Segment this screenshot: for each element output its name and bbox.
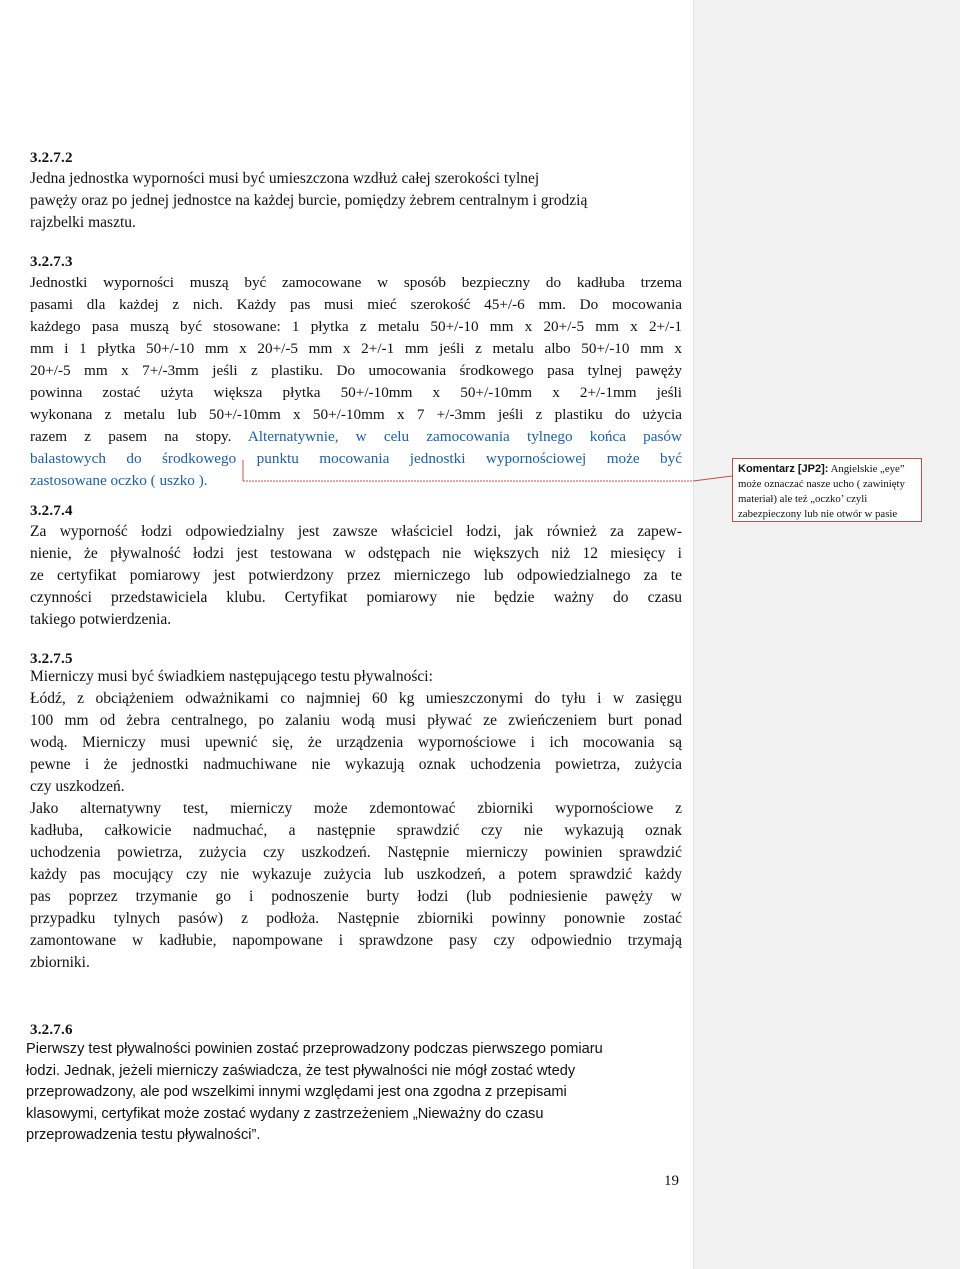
text-line: przeprowadzony, ale pod wszelkimi innymi względami jest ona zgodna z przepisami bbox=[26, 1084, 567, 1100]
text-line: Jako alternatywny test, mierniczy może zdemontować zbiorniki wypornościowe z bbox=[30, 800, 682, 817]
text-line: łodzi. Jednak, jeżeli mierniczy zaświadcza, że test pływalności nie mógł zostać wtedy bbox=[26, 1062, 576, 1079]
text-line: mm i 1 płytka 50+/-10 mm x 20+/-5 mm x 2+/-1 mm jeśli z metalu albo 50+/-10 mm x bbox=[30, 340, 682, 357]
comment-balloon[interactable] bbox=[732, 458, 922, 522]
text-line: wykonana z metalu lub 50+/-10mm x 50+/-10mm x 7 +/-3mm jeśli z plastiku do użycia bbox=[30, 406, 682, 423]
text-line: Jednostki wyporności muszą być zamocowane w sposób bezpieczny do kadłuba trzema bbox=[30, 274, 682, 291]
section-3-2-7-6-text bbox=[26, 1039, 686, 1147]
text-line: przypadku tylnych pasów) z podłoża. Następnie zbiorniki powinny ponownie zostać bbox=[30, 910, 682, 927]
text-line: pas poprzez trzymanie go i podnoszenie burty łodzi (lub podniesienie pawęży w bbox=[30, 888, 682, 905]
text-line: czynności przedstawiciela klubu. Certyfikat pomiarowy nie będzie ważny do czasu bbox=[30, 589, 682, 606]
text-line: pasami dla każdej z nich. Każdy pas musi mieć szerokość 45+/-6 mm. Do mocowania bbox=[30, 296, 682, 313]
text-line: ze certyfikat pomiarowy jest potwierdzony przez mierniczego lub odpowiedzialnego za te bbox=[30, 567, 682, 584]
text-line: takiego potwierdzenia. bbox=[30, 611, 172, 628]
section-number-3-2-7-2: 3.2.7.2 bbox=[30, 150, 73, 166]
text-line: pewne i że jednostki nadmuchiwane nie wykazują oznak uchodzenia powietrza, zużycia bbox=[30, 756, 682, 773]
text-line: 100 mm od żebra centralnego, po zalaniu wodą musi pływać ze zwieńczeniem burt ponad bbox=[30, 712, 682, 729]
text-line: wodą. Mierniczy musi upewnić się, że urządzenia wypornościowe i ich mocowania są bbox=[30, 734, 682, 751]
section-number-3-2-7-6: 3.2.7.6 bbox=[30, 1022, 73, 1038]
highlighted-text-line: balastowych do środkowego punktu mocowania jednostki wypornościowej może być bbox=[30, 450, 682, 467]
text-line: nienie, że pływalność łodzi jest testowana w odstępach nie większych niż 12 miesięcy i bbox=[30, 545, 682, 562]
text-fragment: razem z pasem na stopy. bbox=[30, 428, 232, 445]
text-line: przeprowadzenia testu pływalności”. bbox=[26, 1127, 261, 1143]
section-3-2-7-4-text bbox=[30, 521, 682, 631]
section-number-3-2-7-4: 3.2.7.4 bbox=[30, 503, 73, 519]
commented-text-line[interactable]: zastosowane oczko ( uszko ). bbox=[30, 472, 208, 489]
page-number: 19 bbox=[664, 1173, 679, 1189]
text-line: Za wyporność łodzi odpowiedzialny jest zawsze właściciel łodzi, jak również za zapew- bbox=[30, 523, 682, 540]
highlighted-text: Alternatywnie, w celu zamocowania tylnego końca pasów bbox=[247, 428, 682, 445]
text-line: uchodzenia powietrza, zużycia czy uszkodzeń. Następnie mierniczy powinien sprawdzić bbox=[30, 844, 682, 861]
text-line: Jedna jednostka wyporności musi być umieszczona wzdłuż całej szerokości tylnej bbox=[30, 170, 540, 187]
text-line: powinna zostać użyta większa płytka 50+/-10mm x 50+/-10mm x 2+/-1mm jeśli bbox=[30, 384, 682, 401]
text-line: Łódź, z obciążeniem odważnikami co najmniej 60 kg umieszczonymi do tyłu i w zasięgu bbox=[30, 690, 682, 707]
comment-author: Komentarz [JP2]: bbox=[738, 463, 829, 475]
section-number-3-2-7-3: 3.2.7.3 bbox=[30, 254, 73, 270]
section-3-2-7-5-text bbox=[30, 666, 682, 974]
text-line: czy uszkodzeń. bbox=[30, 778, 125, 795]
text-line: zbiorniki. bbox=[30, 954, 90, 971]
text-line: zamontowane w kadłubie, napompowane i sprawdzone pasy czy odpowiednio trzymają bbox=[30, 932, 682, 949]
section-number-3-2-7-5: 3.2.7.5 bbox=[30, 651, 73, 667]
comment-text: Angielskie „eye” może oznaczać nasze ucho ( zawinięty materiał) ale też „oczko’ czyli zabezpieczony lub nie otwór w pasie bbox=[738, 463, 905, 520]
text-line: kadłuba, całkowicie nadmuchać, a następnie sprawdzić czy nie wykazują oznak bbox=[30, 822, 682, 839]
text-line: 20+/-5 mm x 7+/-3mm jeśli z plastiku. Do umocowania środkowego pasa tylnej pawęży bbox=[30, 362, 682, 379]
text-line: pawęży oraz po jednej jednostce na każdej burcie, pomiędzy żebrem centralnym i grodzią bbox=[30, 192, 588, 209]
text-line: każdego pasa muszą być stosowane: 1 płytka z metalu 50+/-10 mm x 20+/-5 mm x 2+/-1 bbox=[30, 318, 682, 335]
text-line: Pierwszy test pływalności powinien zostać przeprowadzony podczas pierwszego pomiaru bbox=[26, 1041, 603, 1057]
text-line: każdy pas mocujący czy nie wykazuje zużycia lub uszkodzeń, a potem sprawdzić każdy bbox=[30, 866, 682, 883]
text-line: Mierniczy musi być świadkiem następującego testu pływalności: bbox=[30, 668, 433, 685]
text-line: rajzbelki masztu. bbox=[30, 214, 136, 231]
text-line: klasowymi, certyfikat może zostać wydany z zastrzeżeniem „Nieważny do czasu bbox=[26, 1105, 544, 1122]
